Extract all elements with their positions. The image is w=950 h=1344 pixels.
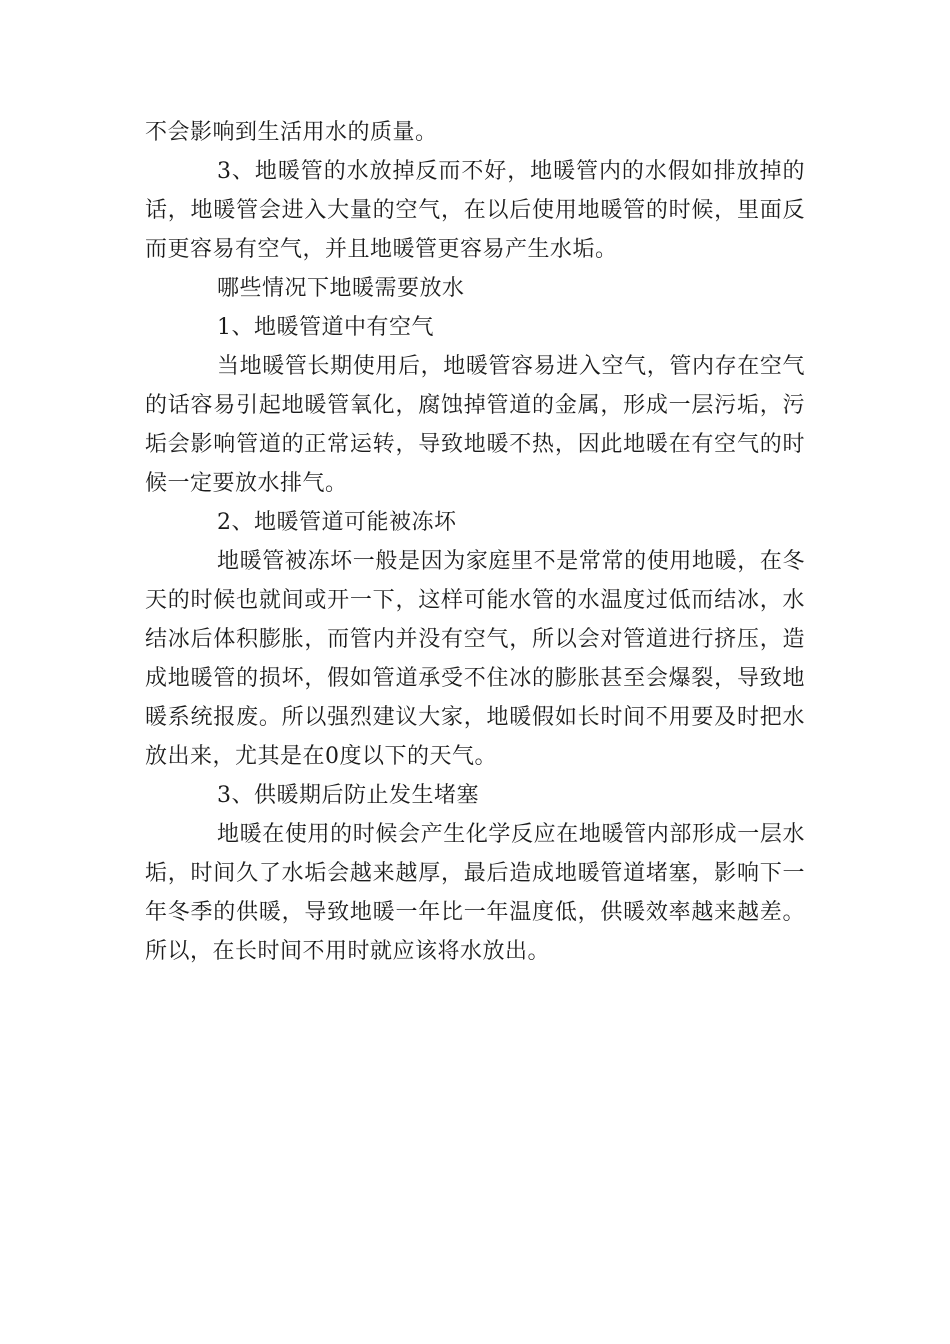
document-body [145,113,805,971]
paragraph-point-3-drain-bad: 3、地暖管的水放掉反而不好，地暖管内的水假如排放掉的话，地暖管会进入大量的空气，在以后使用地暖管的时候，里面反而更容易有空气，并且地暖管更容易产生水垢。 [145,159,805,262]
paragraph-prevent-clogging: 地暖在使用的时候会产生化学反应在地暖管内部形成一层水垢，时间久了水垢会越来越厚，最后造成地暖管道堵塞，影响下一年冬季的供暖，导致地暖一年比一年温度低，供暖效率越来越差。所以，在长时间不用时就应该将水放出。 [145,822,805,964]
subheading-prevent-clogging: 3、供暖期后防止发生堵塞 [217,783,479,808]
paragraph-air-in-pipes: 当地暖管长期使用后，地暖管容易进入空气，管内存在空气的话容易引起地暖管氧化，腐蚀掉管道的金属，形成一层污垢，污垢会影响管道的正常运转，导致地暖不热，因此地暖在有空气的时候一定要放水排气。 [145,354,805,496]
paragraph-continuation: 不会影响到生活用水的质量。 [145,120,438,145]
subheading-frozen-pipes: 2、地暖管道可能被冻坏 [217,510,457,535]
section-heading-when-to-drain: 哪些情况下地暖需要放水 [217,276,465,301]
subheading-air-in-pipes: 1、地暖管道中有空气 [217,315,434,340]
paragraph-frozen-pipes: 地暖管被冻坏一般是因为家庭里不是常常的使用地暖，在冬天的时候也就间或开一下，这样可能水管的水温度过低而结冰，水结冰后体积膨胀，而管内并没有空气，所以会对管道进行挤压，造成地暖管的损坏，假如管道承受不住冰的膨胀甚至会爆裂，导致地暖系统报废。所以强烈建议大家，地暖假如长时间不用要及时把水放出来，尤其是在0度以下的天气。 [145,549,805,769]
